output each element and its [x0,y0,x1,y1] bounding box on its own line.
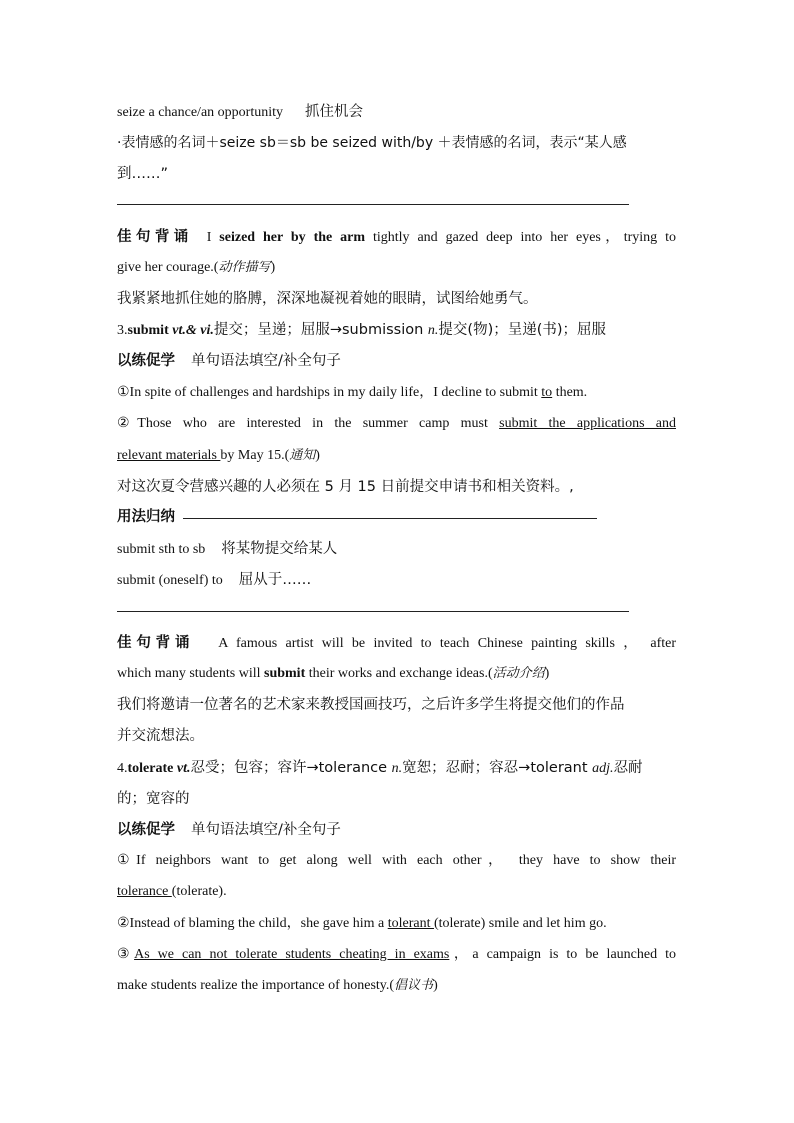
practice1-q1 [117,383,587,403]
practice1-task: 单句语法填空/补全句子 [191,353,341,369]
sentence2-end: ) [544,666,550,681]
practice2-q1-line2 [117,882,227,902]
practice2-header [117,820,341,840]
practice2-q3-number: ③ [117,947,135,962]
practice2-q3-line2-text: make students realize the importance of honesty.( [117,978,395,993]
practice1-q2-answer-b: relevant materials [117,448,221,463]
practice1-header [117,351,341,371]
tolerate-n: n. [391,761,403,776]
practice2-q3-post: ，a campaign is to be launched to [449,947,676,962]
tolerate-pos: vt. [176,761,191,776]
practice2-task: 单句语法填空/补全句子 [191,822,341,838]
sentence2-label: 佳句背诵 [117,635,195,651]
seize-phrase-en: seize a chance/an opportunity [117,105,283,120]
practice1-q1-answer: to [541,385,553,400]
usage-submit-item2 [117,570,311,591]
practice1-q2-line2 [117,446,320,466]
sentence1-line2-text: give her courage.( [117,260,219,275]
usage-item2-zh: 屈从于…… [238,572,312,588]
practice1-q2-answer-a: submit the applications and [499,416,676,431]
practice1-q2-zh: 对这次夏令营感兴趣的人必须在 5 月 15 日前提交申请书和相关资料。, [117,479,574,495]
tolerate-entry [117,758,643,779]
sentence1-note: 动作描写 [218,260,271,275]
practice2-label: 以练促学 [117,822,175,838]
practice2-q3-answer: As we can not tolerate students cheating in exams [134,947,450,962]
usage-submit-item1 [117,539,337,560]
tolerate-adj: adj. [592,761,614,776]
sentence1-en-pre: I [206,230,220,245]
practice2-q2-pre: ②Instead of blaming the child，she gave him a [117,916,388,931]
practice1-label: 以练促学 [117,353,175,369]
practice2-q3-note: 倡议书 [394,978,434,993]
practice2-q3-end: ) [433,978,438,993]
sentence1-line2 [117,258,275,278]
submit-meaning2: 提交(物)；呈递(书)；屈服 [438,322,607,338]
sentence2-note: 活动介绍 [492,666,545,681]
sentence1-bold: seized her by the arm [219,230,366,245]
section-divider [117,204,629,205]
sentence2-line1-text: A famous artist will be invited to teach Chinese painting skills ， after [218,636,677,651]
sentence2-line2 [117,664,549,684]
sentence1-line1 [117,227,676,248]
seize-usage-line3: 到……” [117,166,169,182]
practice2-q2-post: (tolerate) smile and let him go. [433,916,607,931]
practice2-q1-post: (tolerate). [171,884,227,899]
usage-submit-title: 用法归纳 [117,509,175,525]
submit-pos: vt.& vi. [172,323,214,338]
sentence2-line2-post: their works and exchange ideas.( [305,666,493,681]
tolerate-meaning2: 宽恕；忍耐；容忍→tolerant [402,760,593,776]
seize-usage-line1 [117,102,363,123]
sentence2-zh2: 并交流想法。 [117,728,204,744]
practice2-q2-answer: tolerant [387,916,434,931]
submit-meaning: 提交；呈递；屈服→submission [213,322,428,338]
practice2-q1-line1: ①If neighbors want to get along well with each other， they have to show their [117,853,676,868]
submit-entry [117,320,606,341]
tolerate-entry-num: 4. [117,761,128,776]
tolerate-word: tolerate [127,761,174,776]
submit-word: submit [127,323,169,338]
practice1-q1-post: them. [552,385,588,400]
sentence2-line1 [117,633,676,654]
practice2-q2 [117,914,607,934]
practice2-q3-line2 [117,976,438,996]
practice1-q2-note: 通知 [289,448,316,463]
seize-phrase-zh: 抓住机会 [304,104,363,120]
usage-title-rule [183,518,597,519]
practice1-q2-line1 [117,414,676,434]
usage-item1-zh: 将某物提交给某人 [221,541,338,557]
sentence1-line2-end: ) [270,260,276,275]
submit-n: n. [427,323,439,338]
practice2-q1-answer: tolerance [117,884,172,899]
practice2-q3-line1 [117,945,676,965]
usage-item1-en: submit sth to sb [117,542,206,557]
tolerate-entry-line2: 的；宽容的 [117,791,190,807]
practice1-q2-end: ) [315,448,320,463]
practice1-q2-pre: ②Those who are interested in the summer camp must [117,416,500,431]
sentence1-zh: 我紧紧地抓住她的胳膊，深深地凝视着她的眼睛，试图给她勇气。 [117,291,538,307]
sentence2-zh1: 我们将邀请一位著名的艺术家来教授国画技巧，之后许多学生将提交他们的作品 [117,697,625,713]
seize-usage-line2: ·表情感的名词＋seize sb＝sb be seized with/by ＋表情感的名词，表示“某人感 [117,135,627,151]
usage-item2-en: submit (oneself) to [117,573,223,588]
sentence1-label: 佳句背诵 [117,229,193,245]
practice1-q2-post: by May 15.( [220,448,290,463]
tolerate-meaning: 忍受；包容；容许→tolerance [190,760,392,776]
submit-entry-num: 3. [117,323,128,338]
sentence2-line2-pre: which many students will [117,666,264,681]
section-divider-2 [117,611,629,612]
practice1-q1-pre: ①In spite of challenges and hardships in my daily life，I decline to submit [117,385,542,400]
tolerate-meaning3: 忍耐 [613,760,643,776]
sentence1-en-post: tightly and gazed deep into her eyes，trying to [365,230,676,245]
sentence2-bold: submit [264,666,306,681]
